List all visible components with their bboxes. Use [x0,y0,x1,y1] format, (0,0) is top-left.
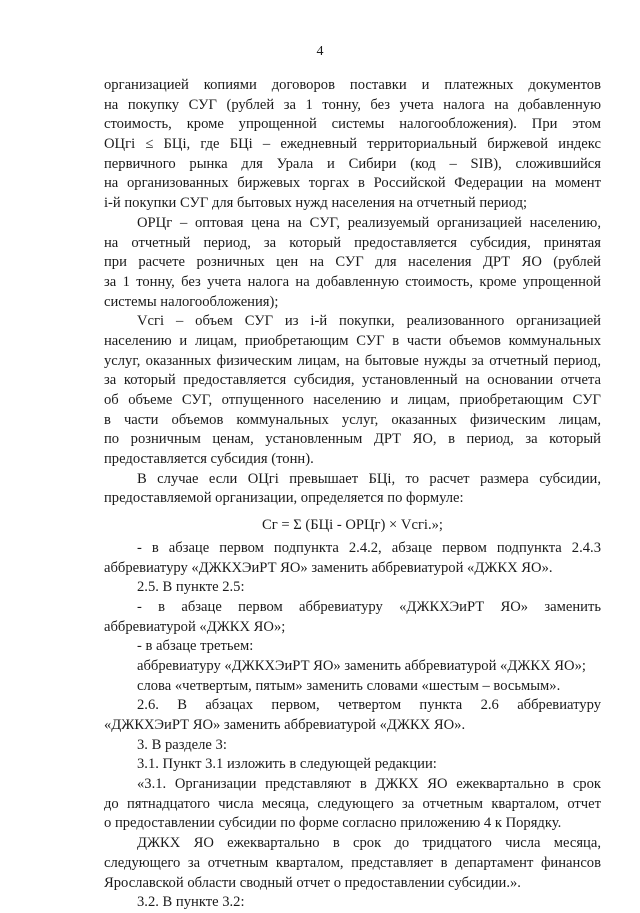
text-line: В случае если ОЦгi превышает БЦi, то расчет размера субсидии, [137,470,601,487]
text-line: первичного рынка для Урала и Сибири (код – SIB), сложившийся [104,155,601,172]
paragraph-3-1-report [104,834,601,893]
text-line: - в абзаце третьем: [137,638,254,655]
text-line: на отчетный период, за который предоставляется субсидия, принятая [104,234,601,251]
text-line: Vсгi – объем СУГ из i-й покупки, реализованного организацией [137,313,601,330]
paragraph-2-5-first [104,598,601,637]
text-line: ДЖКХ ЯО ежеквартально в срок до тридцатого числа месяца, [137,835,601,852]
text-line: организацией копиями договоров поставки и платежных документов [104,77,601,93]
paragraph-2-5-third [104,637,601,696]
text-line: слова «четвертым, пятым» заменить словами «шестым – восьмым». [137,677,561,694]
text-line: предоставляется субсидия (тонн). [104,451,314,468]
text-line: за который предоставляется субсидия, установленный на основании отчета [104,372,601,389]
text-line: - в абзаце первом аббревиатуру «ДЖКХЭиРТ ЯО» заменить [137,598,601,615]
paragraph-amend-2-4 [104,539,601,578]
text-line: аббревиатурой «ДЖКХ ЯО»; [104,618,286,635]
text-line: аббревиатуру «ДЖКХЭиРТ ЯО» заменить аббревиатурой «ДЖКХ ЯО». [104,559,553,576]
text-line: «ДЖКХЭиРТ ЯО» заменить аббревиатурой «ДЖКХ ЯО». [104,717,466,733]
text-line: следующего за отчетным кварталом, представляет в департамент финансов [104,854,601,871]
text-line: в части объемов коммунальных услуг, оказанных физическим лицам, [104,411,601,428]
text-line: при расчете розничных цен на СУГ для населения ДРТ ЯО (рублей [104,254,601,271]
section-3-heading: 3. В разделе 3: [137,736,227,753]
text-line: на покупку СУГ (рублей за 1 тонну, без учета налога на добавленную [104,96,601,113]
document-body [104,76,601,913]
paragraph-2-5-heading: 2.5. В пункте 2.5: [137,579,245,596]
paragraph-3-1-new-text [104,775,601,834]
text-line: по розничным ценам, установленным ДРТ ЯО, в период, за который [104,431,601,448]
subsidy-formula: Сг = Σ (БЦi - ОРЦг) × Vсгi.»; [261,517,443,534]
text-line: стоимость, кроме упрощенной системы налогообложения). При этом [104,116,601,133]
text-line: Ярославской области сводный отчет о предоставлении субсидии.». [104,874,521,891]
text-line: предоставляемой организации, определяется по формуле: [104,490,464,507]
text-line: ОРЦг – оптовая цена на СУГ, реализуемый организацией населению, [137,214,601,231]
text-line: системы налогообложения); [104,293,279,310]
text-line: населению и лицам, приобретающим СУГ в части объемов коммунальных [104,332,601,349]
text-line: услуг, оказанных физическим лицам, на бытовые нужды за отчетный период, [104,352,601,369]
text-line: ОЦгi ≤ БЦi, где БЦi – ежедневный территориальный биржевой индекс [104,136,601,153]
text-line: 2.6. В абзацах первом, четвертом пункта 2.6 аббревиатуру [137,697,601,714]
paragraph-volume-definition [104,312,601,470]
text-line: до пятнадцатого числа месяца, следующего за отчетным кварталом, отчет [104,795,601,812]
paragraph-2-6 [104,696,601,735]
text-line: i-й покупки СУГ для бытовых нужд населения на отчетный период; [104,195,528,212]
paragraph-excess-case [104,470,601,509]
text-line: - в абзаце первом подпункта 2.4.2, абзаце первом подпункта 2.4.3 [137,539,601,556]
text-line: о предоставлении субсидии по форме согласно приложению 4 к Порядку. [104,815,562,832]
paragraph-3-1-heading: 3.1. Пункт 3.1 изложить в следующей редакции: [137,756,437,773]
paragraph-3-2-heading: 3.2. В пункте 3.2: [137,894,245,911]
paragraph-orc-definition [104,214,601,312]
text-line: об объеме СУГ, отпущенного населению и лицам, приобретающим СУГ [104,392,601,408]
text-line: «3.1. Организации представляют в ДЖКХ ЯО ежеквартально в срок [137,776,601,793]
paragraph-price-definition [104,76,601,214]
text-line: аббревиатуру «ДЖКХЭиРТ ЯО» заменить аббревиатурой «ДЖКХ ЯО»; [137,657,586,674]
text-line: на организованных биржевых торгах в Российской Федерации на момент [104,175,601,192]
text-line: за 1 тонну, без учета налога на добавленную стоимость, кроме упрощенной [104,273,601,290]
page-number: 4 [316,44,324,59]
